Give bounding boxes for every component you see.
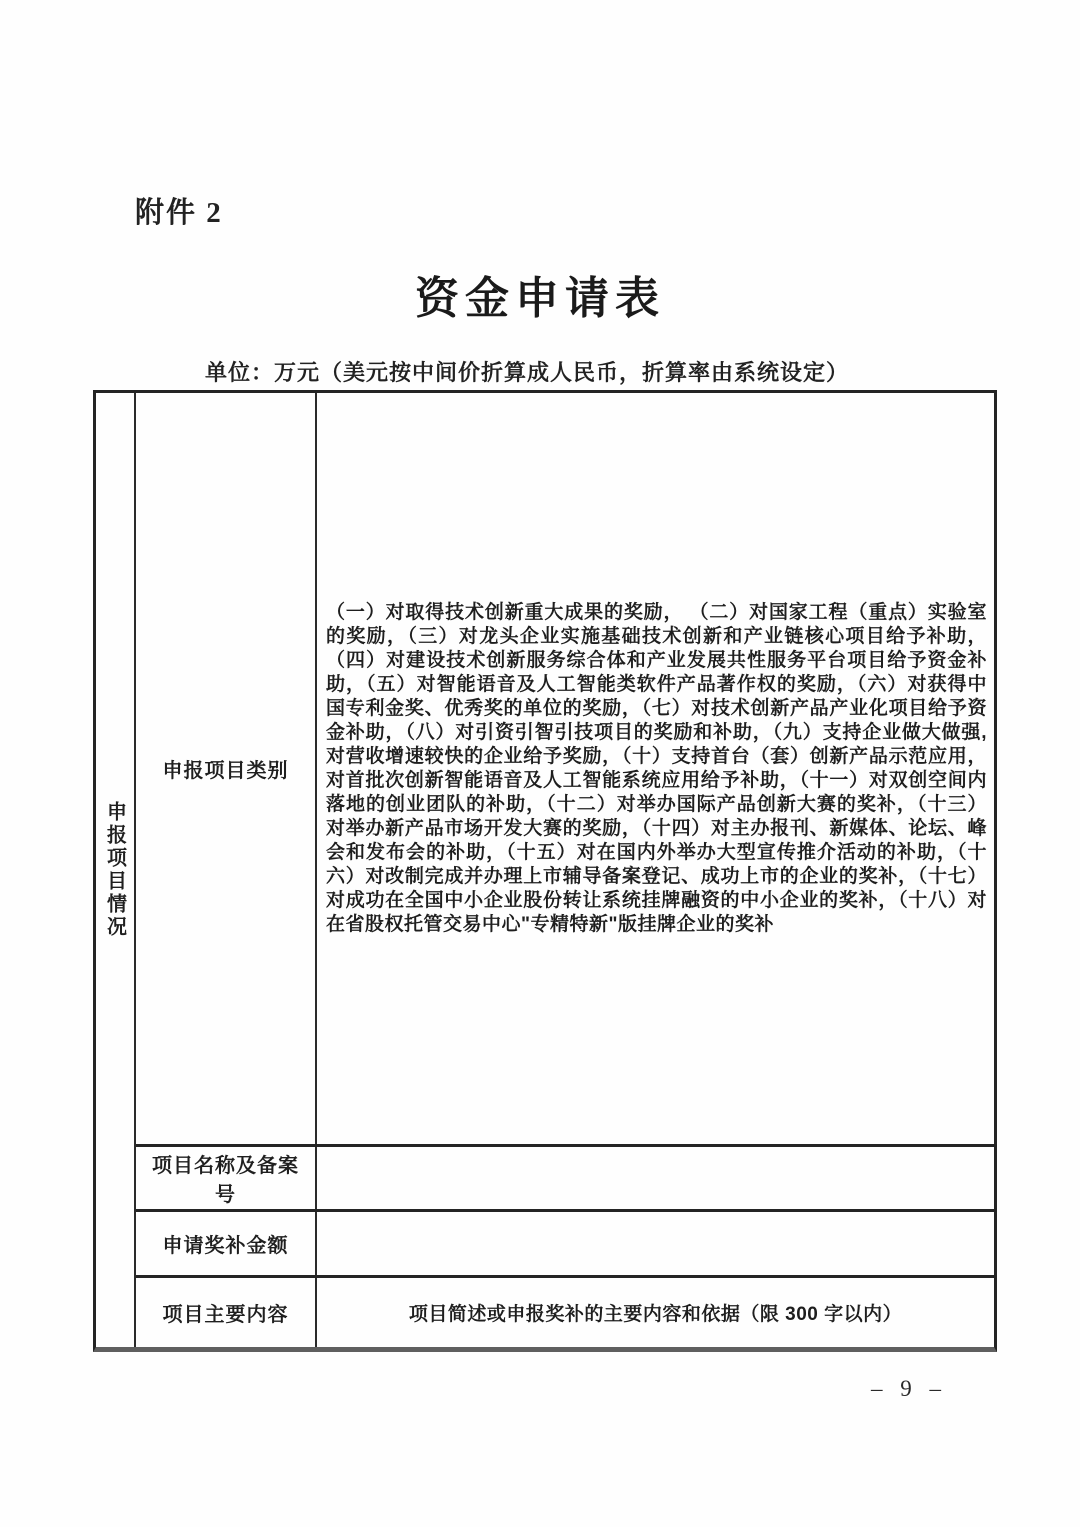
- main-content-hint-text: 项目简述或申报奖补的主要内容和依据（限 300 字以内）: [408, 1304, 903, 1325]
- page-title: 资金申请表: [415, 274, 665, 323]
- category-description-text: （一）对取得技术创新重大成果的奖励， （二）对国家工程（重点）实验室的奖励，（三）对龙头企业实施基础技术创新和产业链核心项目给予补助，（四）对建设技术创新服务综合体和产业发展共性服务平台项目给予资金补助，（五）对智能语音及人工智能类软件产品著作权的奖励，（六）对获得中国专利金奖、优秀奖的单位的奖励，（七）对技术创新产品产业化项目给予资金补助，（八）对引资引智引技项目的奖励和补助，（九）支持企业做大做强,对营收增速较快的企业给予奖励，（十）支持首台（套）创新产品示范应用，对首批次创新智能语音及人工智能系统应用给予补助，（十一）对双创空间内落地的创业团队的补助，（十二）对举办国际产品创新大赛的奖补，（十三）对举办新产品市场开发大赛的奖励，（十四）对主办报刊、新媒体、论坛、峰会和发布会的补助，（十五）对在国内外举办大型宣传推介活动的补助，（十六）对改制完成并办理上市辅导备案登记、成功上市的企业的奖补，（十七）对成功在全国中小企业股份转让系统挂牌融资的中小企业的奖补，（十八）对在省股权托管交易中心"专精特新"版挂牌企业的奖补: [326, 601, 987, 935]
- table-row-category: [136, 393, 994, 1144]
- row-content-amount-empty: [317, 1212, 994, 1275]
- unit-note: 单位：万元（美元按中间价折算成人民币，折算率由系统设定）: [205, 360, 850, 385]
- row-content-category-cell: [317, 393, 994, 1144]
- row-label-main-content: 项目主要内容: [136, 1278, 317, 1347]
- table-side-header-cell: [96, 393, 136, 1347]
- table-row-amount: [136, 1209, 994, 1275]
- row-content-project-name-empty: [317, 1147, 994, 1209]
- attachment-label: 附件 2: [135, 197, 223, 229]
- table-rows: [136, 393, 994, 1347]
- table-row-main-content: [136, 1275, 994, 1347]
- page-number: – 9 –: [871, 1376, 947, 1401]
- row-label-project-name: 项目名称及备案号: [136, 1147, 317, 1209]
- row-label-category: 申报项目类别: [136, 393, 317, 1144]
- row-content-main-cell: [317, 1278, 994, 1347]
- side-header-vertical-text: 申报项目情况: [103, 801, 126, 939]
- fund-application-table: [93, 390, 997, 1352]
- row-label-amount: 申请奖补金额: [136, 1212, 317, 1275]
- table-row-project-name: [136, 1144, 994, 1209]
